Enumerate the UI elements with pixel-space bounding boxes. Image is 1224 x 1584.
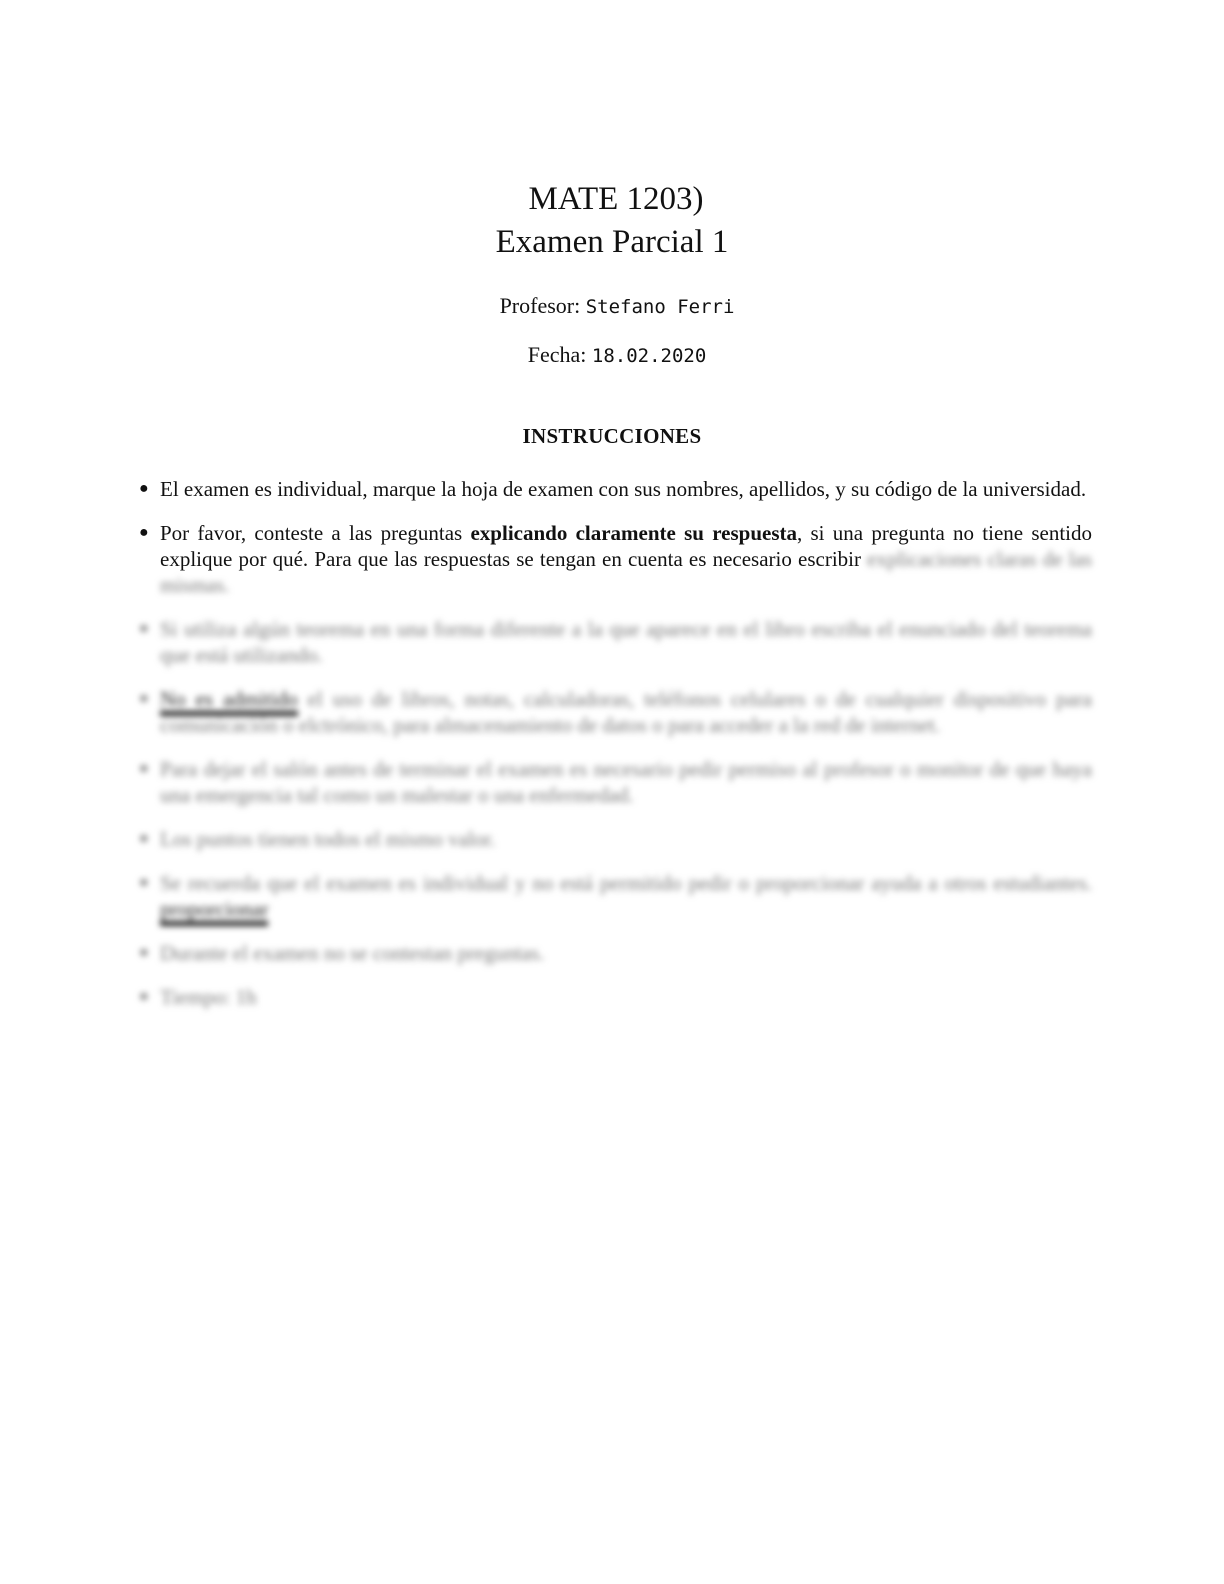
- blurred-text: Se recuerda que el examen es individual y no está permitido pedir o proporcionar ayuda a otros estudiantes.: [160, 871, 1092, 895]
- blurred-text: explicaciones claras de las mismas.: [160, 547, 1092, 597]
- bullet-icon: ●: [139, 524, 149, 541]
- instruction-text-post: , si una pregunta no tiene sentido explique por qué. Para que las respuestas se tengan en cuenta es necesario escribir: [160, 521, 1093, 571]
- bullet-icon: ●: [139, 874, 149, 891]
- list-item: [136, 756, 1092, 808]
- course-title: MATE 1203): [528, 181, 704, 217]
- list-item: [136, 476, 1092, 502]
- blurred-text: Los puntos tienen todos el mismo valor.: [160, 827, 496, 851]
- date-label: Fecha:: [527, 342, 587, 367]
- date-line: [0, 341, 1224, 370]
- list-item: [136, 616, 1092, 668]
- professor-line: [0, 292, 1224, 321]
- blurred-text-group: [160, 871, 1092, 921]
- list-item: [136, 520, 1092, 598]
- bullet-icon: ●: [139, 480, 149, 497]
- bullet-icon: ●: [139, 988, 149, 1005]
- blurred-text-emphasis: proporcionar: [160, 897, 268, 926]
- professor-name: Stefano Ferri: [585, 296, 735, 318]
- bullet-icon: ●: [139, 690, 149, 707]
- blurred-text: el uso de libros, notas, calculadoras, teléfonos celulares o de cualquier dispositivo para comunicación o elctrónico, para almacenamiento de datos o para acceder a la red de internet.: [160, 687, 1092, 737]
- instruction-text: El examen es individual, marque la hoja de examen con sus nombres, apellidos, y su código de la universidad.: [160, 477, 1087, 501]
- blurred-text: Si utiliza algún teorema en una forma diferente a la que aparece en el libro escriba el enunciado del teorema que está utilizando.: [160, 617, 1092, 667]
- list-item: [136, 826, 1092, 852]
- blurred-text-emphasis: No es admitido: [160, 687, 298, 716]
- professor-label: Profesor:: [499, 293, 581, 318]
- instruction-text-bold: explicando claramente su respuesta: [470, 521, 797, 545]
- blurred-text: Durante el examen no se contestan preguntas.: [160, 941, 545, 965]
- bullet-icon: ●: [139, 944, 149, 961]
- blurred-text-group: [160, 687, 1092, 737]
- date-value: 18.02.2020: [591, 345, 707, 367]
- list-item: [136, 686, 1092, 738]
- blurred-text: Para dejar el salón antes de terminar el examen es necesario pedir permiso al profesor o monitor de que haya una emergencia tal como un malestar o una enfermedad.: [160, 757, 1092, 807]
- list-item: [136, 940, 1092, 966]
- bullet-icon: ●: [139, 760, 149, 777]
- exam-title: Examen Parcial 1: [495, 224, 729, 260]
- bullet-icon: ●: [139, 620, 149, 637]
- bullet-icon: ●: [139, 830, 149, 847]
- instruction-text-pre: Por favor, conteste a las preguntas: [160, 521, 471, 545]
- instructions-heading: INSTRUCCIONES: [522, 424, 702, 448]
- list-item: [136, 870, 1092, 922]
- blurred-text: Tiempo: 1h: [160, 985, 257, 1009]
- title-block: [0, 178, 1224, 264]
- list-item: [136, 984, 1092, 1010]
- instructions-list: [136, 476, 1092, 1028]
